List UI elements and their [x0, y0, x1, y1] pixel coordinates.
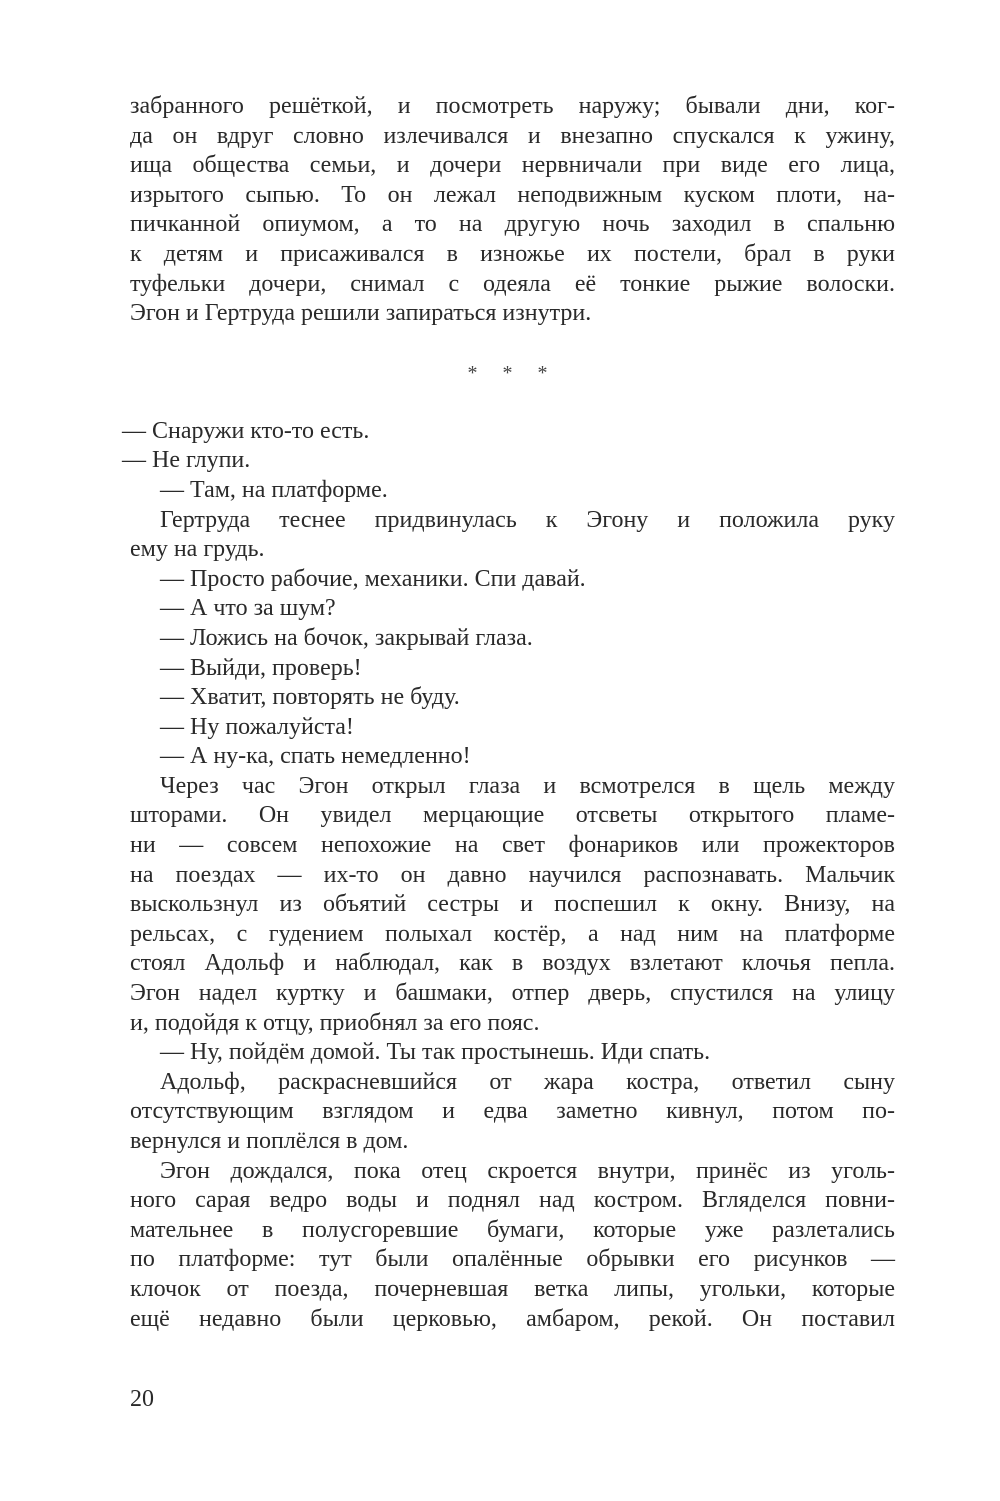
text-line: ему на грудь. [130, 536, 265, 563]
text-line: Через час Эгон открыл глаза и всмотрелся в щель между [160, 772, 895, 799]
text-line: туфельки дочери, снимал с одеяла её тонкие рыжие волоски. [130, 270, 895, 297]
dialog-line: — Ложись на бочок, закрывай глаза. [160, 624, 533, 651]
text-line: стоял Адольф и наблюдал, как в воздух взлетают клочья пепла. [130, 950, 895, 977]
paragraph-continuation [130, 92, 895, 329]
text-line: пичканной опиумом, а то на другую ночь заходил в спальню [130, 211, 895, 238]
text-line: да он вдруг словно излечивался и внезапно спускался к ужину, [130, 122, 895, 149]
dialog-line: — А ну-ка, спать немедленно! [160, 743, 471, 770]
text-line: ни — совсем непохожие на свет фонариков или прожекторов [130, 832, 895, 859]
paragraph [130, 506, 895, 565]
text-line: Эгон и Гертруда решили запираться изнутри. [130, 300, 592, 327]
text-line: Гертруда теснее придвинулась к Эгону и положила руку [160, 506, 895, 533]
text-line: изрытого сыпью. То он лежал неподвижным куском плоти, на- [130, 181, 895, 208]
text-line: забранного решёткой, и посмотреть наружу; бывали дни, ког- [130, 93, 895, 119]
text-line: ища общества семьи, и дочери нервничали при виде его лица, [130, 152, 895, 179]
text-line: шторами. Он увидел мерцающие отсветы открытого пламе- [130, 802, 895, 829]
text-line: и, подойдя к отцу, приобнял за его пояс. [130, 1009, 540, 1036]
text-line: ещё недавно были церковью, амбаром, рекой. Он поставил [130, 1305, 895, 1332]
text-line: Эгон дождался, пока отец скроется внутри, принёс из уголь- [160, 1157, 895, 1184]
page-number: 20 [130, 1386, 154, 1412]
text-line: выскользнул из объятий сестры и поспешил к окну. Внизу, на [130, 891, 895, 918]
dialog-line: — Снаружи кто-то есть. [122, 417, 370, 444]
dialog-line: — Ну, пойдём домой. Ты так простынешь. Иди спать. [160, 1039, 711, 1066]
dialog-line: — Не глупи. [122, 447, 251, 474]
text-line: отсутствующим взглядом и едва заметно кивнул, потом по- [130, 1098, 895, 1125]
text-line: по платформе: тут были опалённые обрывки его рисунков — [130, 1246, 895, 1273]
paragraph [130, 1068, 895, 1157]
text-line: мательнее в полусгоревшие бумаги, которые уже разлетались [130, 1216, 895, 1243]
text-line: на поездах — их-то он давно научился распознавать. Мальчик [130, 861, 895, 888]
dialog-line: — Просто рабочие, механики. Спи давай. [160, 565, 586, 592]
dialog-line: — Выйди, проверь! [160, 654, 362, 681]
paragraph [130, 1157, 895, 1335]
text-line: рельсах, с гудением полыхал костёр, а над ним на платформе [130, 920, 895, 947]
dialog-line: — А что за шум? [160, 595, 336, 622]
dialog-block [122, 417, 895, 506]
book-page [122, 92, 895, 1334]
dialog-line: — Там, на платформе. [160, 476, 388, 503]
dialog-line: — Ну пожалуйста! [160, 713, 354, 740]
text-line: к детям и присаживался в изножье их постели, брал в руки [130, 240, 895, 267]
text-line: Эгон надел куртку и башмаки, отпер дверь, спустился на улицу [130, 980, 895, 1007]
text-line: Адольф, раскрасневшийся от жара костра, ответил сыну [160, 1068, 895, 1095]
paragraph [130, 772, 895, 1038]
text-line: клочок от поезда, почерневшая ветка липы, угольки, которые [130, 1275, 895, 1302]
text-line: ного сарая ведро воды и поднял над костром. Вгляделся повни- [130, 1187, 895, 1214]
text-line: вернулся и поплёлся в дом. [130, 1128, 409, 1154]
section-separator: * * * [467, 361, 558, 384]
dialog-line: — Хватит, повторять не буду. [160, 684, 460, 711]
dialog-block [130, 565, 895, 772]
